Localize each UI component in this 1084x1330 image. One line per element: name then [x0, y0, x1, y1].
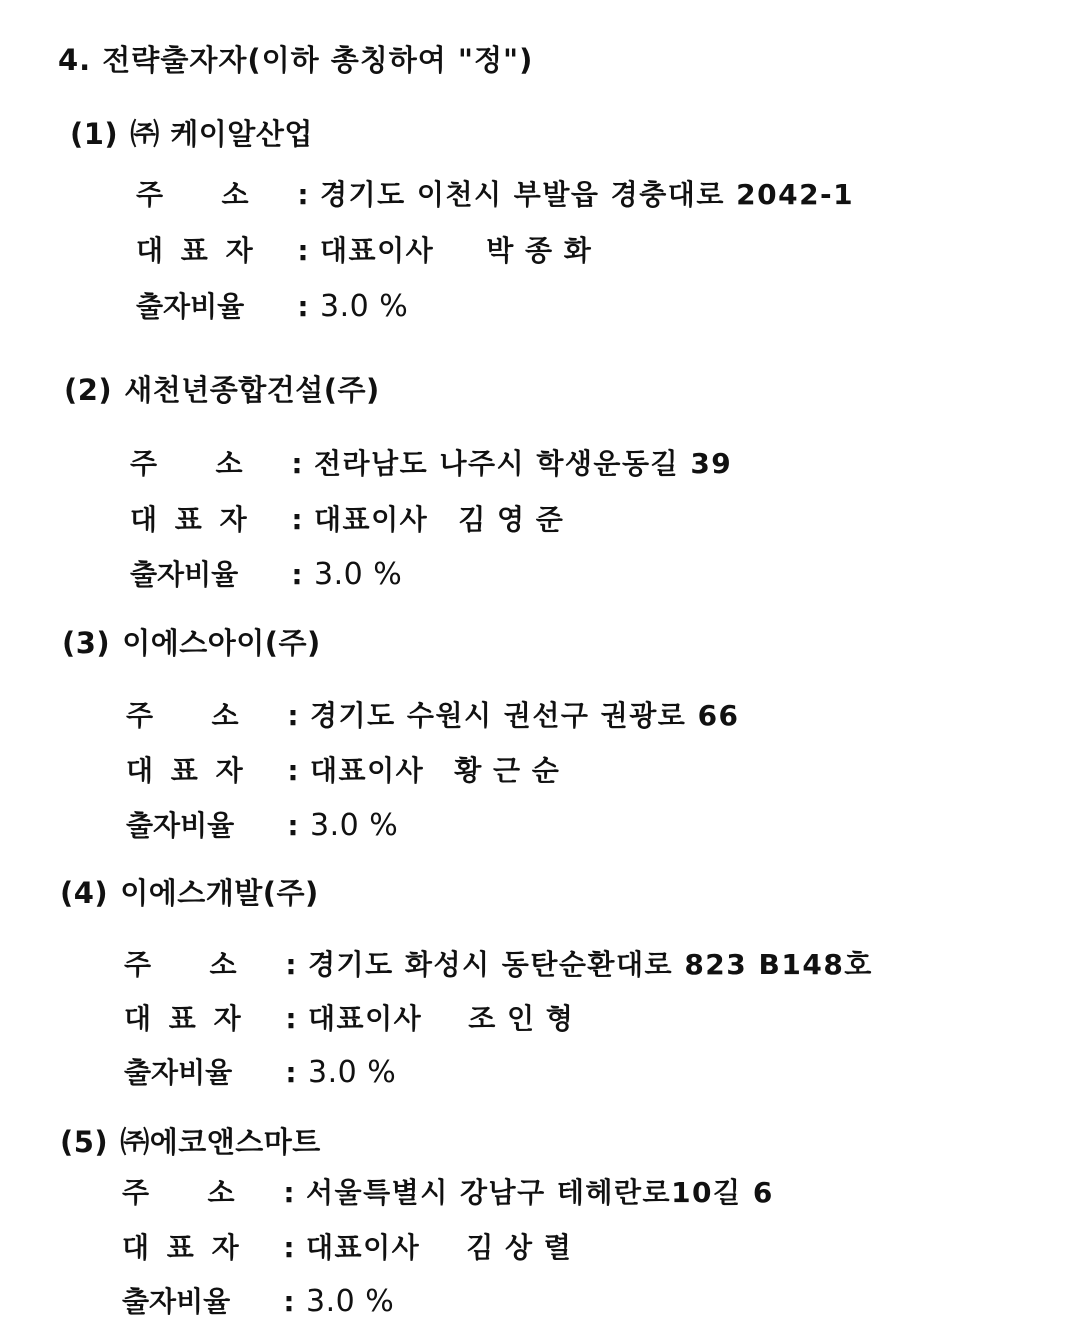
representative-name: 황 근 순 — [454, 754, 560, 787]
colon: : — [285, 1056, 297, 1089]
investor-name: 이에스개발(주) — [120, 876, 319, 910]
investor-number: (5) — [60, 1125, 109, 1159]
representative-label: 대 표 자 — [122, 1231, 243, 1264]
address-row — [130, 442, 732, 482]
colon: : — [291, 558, 303, 591]
address-value: 서울특별시 강남구 테헤란로10길 6 — [306, 1176, 774, 1209]
ratio-value: 3.0 % — [320, 289, 409, 324]
representative-title: 대표이사 — [320, 234, 435, 267]
colon: : — [297, 290, 309, 323]
ratio-label: 출자비율 — [136, 290, 245, 323]
representative-row — [130, 498, 564, 538]
colon: : — [297, 234, 309, 267]
colon: : — [285, 948, 297, 981]
representative-title: 대표이사 — [306, 1231, 421, 1264]
representative-label: 대 표 자 — [136, 234, 257, 267]
representative-title: 대표이사 — [308, 1002, 423, 1035]
ratio-value: 3.0 % — [314, 557, 403, 592]
address-value: 전라남도 나주시 학생운동길 39 — [314, 447, 733, 480]
ratio-label: 출자비율 — [126, 809, 235, 842]
address-row — [122, 1171, 774, 1211]
investor-number: (2) — [64, 373, 113, 407]
representative-name: 조 인 형 — [468, 1002, 574, 1035]
representative-label: 대 표 자 — [126, 754, 247, 787]
representative-title: 대표이사 — [310, 754, 425, 787]
representative-row — [136, 229, 592, 269]
ratio-value: 3.0 % — [306, 1284, 395, 1319]
representative-name: 김 상 렬 — [466, 1231, 572, 1264]
colon: : — [285, 1002, 297, 1035]
colon: : — [287, 754, 299, 787]
representative-title: 대표이사 — [314, 503, 429, 536]
investor-name: ㈜에코앤스마트 — [120, 1125, 321, 1159]
ratio-value: 3.0 % — [308, 1055, 397, 1090]
investor-name: 이에스아이(주) — [122, 626, 321, 660]
address-row — [124, 943, 873, 983]
address-label: 주 소 — [124, 948, 237, 981]
colon: : — [283, 1285, 295, 1318]
address-label: 주 소 — [126, 699, 239, 732]
address-row — [126, 694, 740, 734]
investor-title — [60, 1120, 321, 1161]
colon: : — [287, 699, 299, 732]
representative-row — [126, 749, 560, 789]
investor-name: 새천년종합건설(주) — [124, 373, 380, 407]
representative-row — [124, 997, 574, 1037]
colon: : — [291, 503, 303, 536]
investor-title — [64, 368, 380, 409]
investor-title — [70, 112, 313, 153]
ratio-row — [130, 553, 402, 593]
ratio-row — [136, 285, 408, 325]
address-label: 주 소 — [130, 447, 243, 480]
ratio-label: 출자비율 — [130, 558, 239, 591]
colon: : — [287, 809, 299, 842]
representative-name: 김 영 준 — [458, 503, 564, 536]
colon: : — [297, 178, 309, 211]
investor-name: ㈜ 케이알산업 — [130, 117, 313, 151]
investor-number: (3) — [62, 626, 111, 660]
address-label: 주 소 — [136, 178, 249, 211]
ratio-label: 출자비율 — [124, 1056, 233, 1089]
ratio-row — [124, 1051, 396, 1091]
address-label: 주 소 — [122, 1176, 235, 1209]
section-heading: 4. 전략출자자(이하 총칭하여 "정") — [58, 43, 534, 77]
address-value: 경기도 수원시 권선구 권광로 66 — [310, 699, 740, 732]
representative-label: 대 표 자 — [124, 1002, 245, 1035]
ratio-value: 3.0 % — [310, 808, 399, 843]
colon: : — [291, 447, 303, 480]
address-value: 경기도 화성시 동탄순환대로 823 B148호 — [308, 948, 873, 981]
colon: : — [283, 1231, 295, 1264]
investor-title — [60, 871, 319, 912]
colon: : — [283, 1176, 295, 1209]
representative-row — [122, 1226, 572, 1266]
investor-number: (4) — [60, 876, 109, 910]
representative-name: 박 종 화 — [486, 234, 592, 267]
address-row — [136, 173, 854, 213]
representative-label: 대 표 자 — [130, 503, 251, 536]
ratio-row — [122, 1280, 394, 1320]
investor-title — [62, 621, 321, 662]
address-value: 경기도 이천시 부발읍 경충대로 2042-1 — [320, 178, 855, 211]
ratio-label: 출자비율 — [122, 1285, 231, 1318]
investor-number: (1) — [70, 117, 119, 151]
ratio-row — [126, 804, 398, 844]
